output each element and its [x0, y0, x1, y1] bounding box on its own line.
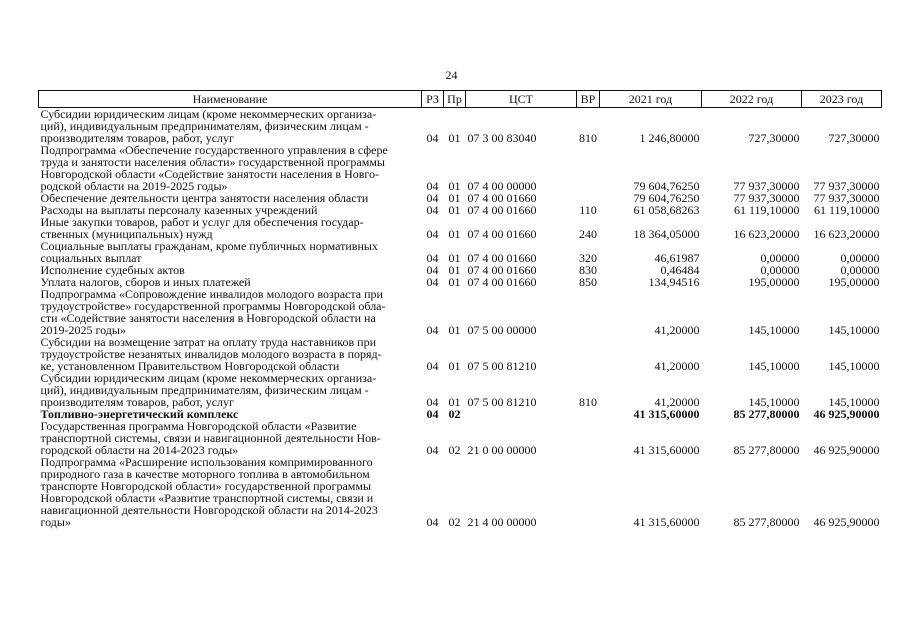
row-cst: 21 4 00 00000 — [467, 515, 537, 529]
row-2021: 41 315,60000 — [633, 407, 700, 421]
row-name — [39, 144, 422, 192]
table-row — [39, 420, 882, 456]
row-2022: 85 277,80000 — [733, 515, 800, 529]
row-name-text: Подпрограмма «Обеспечение государственного управления в сфере труда и занятости населения области» государственной программы Новгородской области «Содействие занятости населения в Новго- родской области на 2019-2025 годы» — [40, 143, 388, 193]
budget-table — [38, 90, 882, 528]
row-2023: 145,10000 — [828, 323, 880, 337]
page-number: 24 — [445, 68, 458, 82]
row-rz: 04 — [426, 227, 439, 241]
row-rz: 04 — [426, 515, 439, 529]
row-2022: 16 623,20000 — [733, 227, 800, 241]
row-2021: 61 058,68263 — [633, 203, 700, 217]
row-pr: 01 — [448, 359, 461, 373]
row-2022: 0,00000 — [760, 263, 800, 277]
row-vr — [577, 144, 600, 192]
row-2023: 195,00000 — [828, 275, 880, 289]
row-name — [39, 420, 422, 456]
row-name — [39, 336, 422, 372]
row-pr: 01 — [448, 191, 461, 205]
row-2021: 41 315,60000 — [633, 443, 700, 457]
row-name-text: Субсидии на возмещение затрат на оплату труда наставников при трудоустройстве незанятых инвалидов молодого возраста в поряд- ке, установленном Правительством Новгородской области — [40, 335, 382, 373]
row-vr — [577, 336, 600, 372]
row-2022: 727,30000 — [748, 131, 800, 145]
row-2023: 61 119,10000 — [813, 203, 880, 217]
table-row — [39, 144, 882, 192]
row-rz: 04 — [426, 191, 439, 205]
row-vr: 110 — [579, 203, 597, 217]
row-name-text: Субсидии юридическим лицам (кроме некоммерческих организа- ций), индивидуальным предпринимателям, физическим лицам - производителям товаров, работ, услуг — [40, 107, 377, 145]
row-2023: 46 925,90000 — [813, 407, 880, 421]
row-2022: 61 119,10000 — [733, 203, 800, 217]
row-cst: 07 4 00 01660 — [467, 203, 537, 217]
row-2021: 134,94516 — [648, 275, 700, 289]
row-vr: 240 — [579, 227, 597, 241]
row-2021: 41,20000 — [654, 395, 700, 409]
row-vr: 810 — [579, 395, 597, 409]
row-2021: 41 315,60000 — [633, 515, 700, 529]
row-rz: 04 — [426, 263, 439, 277]
table-row — [39, 240, 882, 264]
row-vr — [577, 456, 600, 528]
row-name — [39, 240, 422, 264]
row-name-text: Социальные выплаты гражданам, кроме публичных нормативных социальных выплат — [40, 239, 378, 265]
row-vr — [577, 288, 600, 336]
header-rz: РЗ — [422, 91, 444, 108]
row-rz: 04 — [426, 131, 439, 145]
row-pr: 01 — [448, 323, 461, 337]
row-name — [39, 456, 422, 528]
row-2022: 77 937,30000 — [733, 179, 800, 193]
row-rz: 04 — [426, 203, 439, 217]
row-name-text: Обеспечение деятельности центра занятости населения области — [40, 191, 369, 205]
header-name: Наименование — [39, 91, 422, 108]
row-pr: 02 — [448, 443, 461, 457]
row-2023: 145,10000 — [828, 359, 880, 373]
row-2023: 0,00000 — [840, 251, 880, 265]
row-2022: 85 277,80000 — [733, 407, 800, 421]
row-vr: 830 — [579, 263, 597, 277]
row-2021: 46,61987 — [654, 251, 700, 265]
row-2023: 727,30000 — [828, 131, 880, 145]
row-pr: 01 — [448, 275, 461, 289]
row-name-text: Государственная программа Новгородской области «Развитие транспортной системы, связи и навигационной деятельности Нов- городской области на 2014-2023 годы» — [40, 419, 381, 457]
row-cst: 07 4 00 01660 — [467, 191, 537, 205]
row-cst — [466, 408, 577, 420]
table-row — [39, 108, 882, 145]
row-2021: 41,20000 — [654, 323, 700, 337]
row-rz: 04 — [426, 251, 439, 265]
row-2021: 1 246,80000 — [639, 131, 700, 145]
row-name — [39, 108, 422, 145]
row-rz: 04 — [426, 395, 439, 409]
row-2023: 0,00000 — [840, 263, 880, 277]
row-pr: 01 — [448, 179, 461, 193]
row-cst: 07 5 00 81210 — [467, 395, 537, 409]
row-2022: 85 277,80000 — [733, 443, 800, 457]
row-cst: 21 0 00 00000 — [467, 443, 537, 457]
row-2023: 145,10000 — [828, 395, 880, 409]
row-name-text: Иные закупки товаров, работ и услуг для обеспечения государ- ственных (муниципальных) нужд — [40, 215, 364, 241]
row-2021: 0,46484 — [660, 263, 700, 277]
row-pr: 01 — [448, 131, 461, 145]
row-2023: 77 937,30000 — [813, 191, 880, 205]
row-2021: 79 604,76250 — [633, 191, 700, 205]
table-header-row — [39, 91, 882, 108]
row-2023: 46 925,90000 — [813, 515, 880, 529]
table-row — [39, 288, 882, 336]
row-name — [39, 216, 422, 240]
header-pr: Пр — [444, 91, 466, 108]
header-cst: ЦСТ — [466, 91, 577, 108]
row-pr: 01 — [448, 227, 461, 241]
row-vr: 810 — [579, 131, 597, 145]
header-2022: 2022 год — [702, 91, 802, 108]
row-pr: 01 — [448, 395, 461, 409]
row-cst: 07 4 00 01660 — [467, 263, 537, 277]
row-cst: 07 4 00 01660 — [467, 227, 537, 241]
row-vr — [577, 420, 600, 456]
row-2021: 79 604,76250 — [633, 179, 700, 193]
row-rz: 04 — [426, 275, 439, 289]
table-body — [39, 108, 882, 529]
row-pr: 02 — [448, 407, 461, 421]
header-vr: ВР — [577, 91, 600, 108]
row-pr: 01 — [448, 203, 461, 217]
row-rz: 04 — [426, 407, 439, 421]
row-2022: 0,00000 — [760, 251, 800, 265]
row-2022: 195,00000 — [748, 275, 800, 289]
row-name-text: Топливно-энергетический комплекс — [40, 407, 239, 421]
row-rz: 04 — [426, 179, 439, 193]
row-cst: 07 4 00 01660 — [467, 251, 537, 265]
row-name-text: Исполнение судебных актов — [40, 263, 185, 277]
table-row — [39, 372, 882, 408]
row-name-text: Подпрограмма «Сопровождение инвалидов молодого возраста при трудоустройстве» государственной программы Новгородской обла- сти «Содействие занятости населения в Новгородской области на 2019-2025 годы» — [40, 287, 386, 337]
row-cst: 07 5 00 00000 — [467, 323, 537, 337]
row-2023: 46 925,90000 — [813, 443, 880, 457]
row-pr: 01 — [448, 263, 461, 277]
row-2022: 145,10000 — [748, 395, 800, 409]
row-name — [39, 288, 422, 336]
row-pr: 01 — [448, 251, 461, 265]
row-rz: 04 — [426, 443, 439, 457]
row-2023: 16 623,20000 — [813, 227, 880, 241]
row-cst: 07 4 00 00000 — [467, 179, 537, 193]
table-row — [39, 216, 882, 240]
header-2021: 2021 год — [600, 91, 702, 108]
row-cst: 07 5 00 81210 — [467, 359, 537, 373]
row-cst: 07 4 00 01660 — [467, 275, 537, 289]
row-2022: 145,10000 — [748, 359, 800, 373]
row-vr: 320 — [579, 251, 597, 265]
row-2022: 145,10000 — [748, 323, 800, 337]
row-cst: 07 3 00 83040 — [467, 131, 537, 145]
table-row — [39, 336, 882, 372]
row-2021: 41,20000 — [654, 359, 700, 373]
row-2022: 77 937,30000 — [733, 191, 800, 205]
row-name-text: Субсидии юридическим лицам (кроме некоммерческих организа- ций), индивидуальным предпринимателям, физическим лицам - производителям товаров, работ, услуг — [40, 371, 377, 409]
table-row — [39, 456, 882, 528]
row-rz: 04 — [426, 323, 439, 337]
row-vr — [577, 408, 600, 420]
row-2021: 18 364,05000 — [633, 227, 700, 241]
row-name-text: Подпрограмма «Расширение использования компримированного природного газа в качестве моторного топлива в автомобильном транспорте Новгородской области» государственной программы Новгородской области «Развитие транспортной системы, связи и навигационной деятельности Новгородской области на 2014-2023 годы» — [40, 455, 378, 529]
header-2023: 2023 год — [802, 91, 882, 108]
row-name-text: Уплата налогов, сборов и иных платежей — [40, 275, 251, 289]
row-rz: 04 — [426, 359, 439, 373]
row-vr: 850 — [579, 275, 597, 289]
row-2023: 77 937,30000 — [813, 179, 880, 193]
row-pr: 02 — [448, 515, 461, 529]
row-name-text: Расходы на выплаты персоналу казенных учреждений — [40, 203, 318, 217]
row-name — [39, 372, 422, 408]
